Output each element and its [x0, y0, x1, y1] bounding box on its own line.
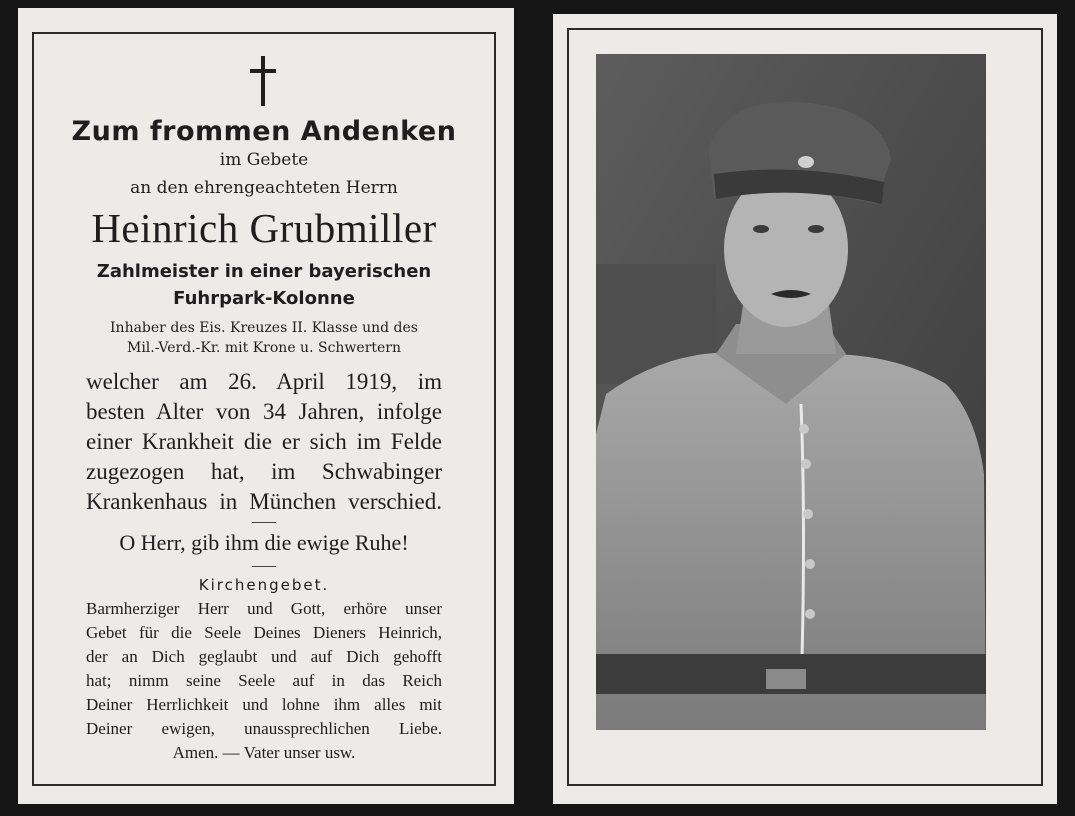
church-prayer-line: Deiner ewigen, unaussprechlichen Liebe.: [86, 719, 442, 738]
memorial-text-card: [18, 8, 514, 804]
church-prayer-line: Barmherziger Herr und Gott, erhöre unser: [86, 599, 442, 618]
portrait-photo-soldier-icon: [596, 54, 986, 730]
body-text-line: welcher am 26. April 1919, im: [86, 369, 442, 394]
body-text-line: einer Krankheit die er sich im Felde: [86, 429, 442, 454]
cross-icon: [248, 56, 278, 106]
church-prayer-line: der an Dich geglaubt und auf Dich gehofft: [86, 647, 442, 666]
memorial-intro: an den ehrengeachteten Herrn: [130, 178, 398, 198]
deceased-name: Heinrich Grubmiller: [91, 205, 437, 251]
rank-line-2: Fuhrpark-Kolonne: [173, 288, 355, 309]
memorial-subheading: im Gebete: [219, 150, 309, 170]
body-text-line: besten Alter von 34 Jahren, infolge: [86, 399, 442, 424]
church-prayer-line: Gebet für die Seele Deines Dieners Heinrich,: [86, 623, 442, 642]
memorial-photo-card: [553, 14, 1057, 804]
memorial-text: [34, 34, 494, 784]
church-prayer-line: Deiner Herrlichkeit und lohne ihm alles mit: [86, 695, 442, 714]
body-text-line: zugezogen hat, im Schwabinger: [86, 459, 442, 484]
prayer-title: O Herr, gib ihm die ewige Ruhe!: [119, 530, 409, 555]
decoration-line-1: Inhaber des Eis. Kreuzes II. Klasse und des: [110, 320, 418, 336]
text-card-frame: [32, 32, 496, 786]
divider: [252, 566, 276, 567]
divider: [252, 522, 276, 523]
rank-line-1: Zahlmeister in einer bayerischen: [96, 261, 432, 282]
church-prayer-title: Kirchengebet.: [198, 576, 330, 594]
decoration-line-2: Mil.-Verd.-Kr. mit Krone u. Schwertern: [126, 340, 402, 356]
memorial-heading: Zum frommen Andenken: [71, 116, 457, 147]
church-prayer-line: hat; nimm seine Seele auf in das Reich: [86, 671, 442, 690]
portrait-photo: [596, 54, 986, 730]
church-prayer-line: Amen. — Vater unser usw.: [172, 743, 356, 762]
body-text-line: Krankenhaus in München verschied.: [86, 489, 442, 514]
